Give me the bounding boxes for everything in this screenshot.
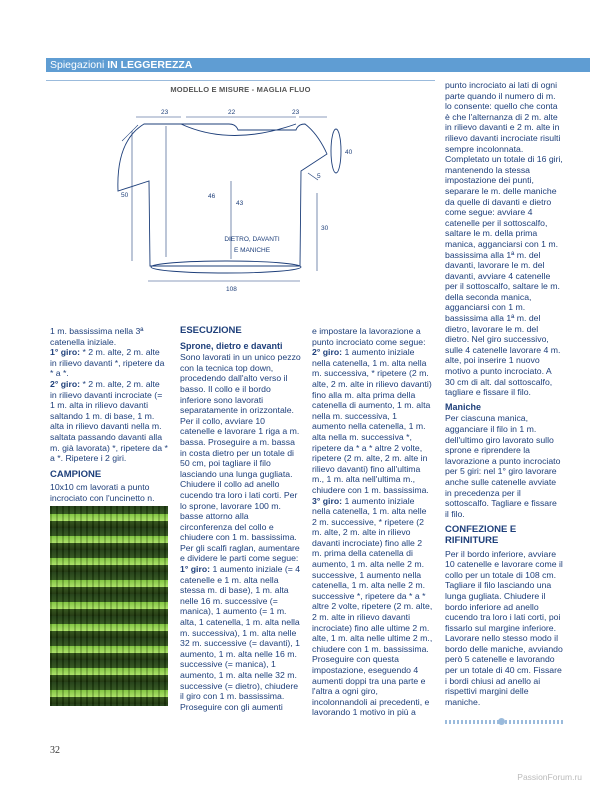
schematic-diagram <box>46 80 435 319</box>
piece-label-line2: E MANICHE <box>233 247 271 254</box>
section-title-campione: CAMPIONE <box>50 468 102 480</box>
paragraph: 1° giro: * 2 m. alte, 2 m. alte in rilievo davanti *, ripetere da * a *. <box>50 347 165 379</box>
watermark: PassionForum.ru <box>517 772 582 782</box>
paragraph: Per il collo, avviare 10 catenelle e lavorare 1 riga a m. bassa. Proseguire a m. bassa in costa dietro per un totale di 50 cm, poi tagliare il filo lasciando una lunga gugliata. Chiudere il collo ad anello cucendo tra loro i lati corti. Per lo sprone, lavorare 100 m. basse attorno alla circonferenza del collo e chiudere con 1 m. bassissima. Per gli scalfi raglan, aumentare e dividere le parti come segue: <box>180 415 300 564</box>
garment-outline <box>118 124 327 266</box>
diagram-title: MODELLO E MISURE - MAGLIA FLUO <box>170 85 311 94</box>
round-label: 2° giro: <box>50 378 81 389</box>
subsection-title-sprone: Sprone, dietro e davanti <box>180 340 283 351</box>
paragraph: e impostare la lavorazione a punto incrociato come segue: <box>312 326 426 347</box>
paragraph: Proseguire con gli aumenti <box>180 701 283 712</box>
paragraph: Per ciascuna manica, agganciare il filo in 1 m. dell'ultimo giro lavorato sullo sprone e riprendere la lavorazione a punto incrociato per 5 giri: nel 1° giro lavorare anche sulle catenelle avviate in precedenza per il sottoscalfo. Tagliare e fissare il filo. <box>445 413 561 519</box>
header-title: IN LEGGEREZZA <box>107 59 193 71</box>
paragraph: 1 m. bassissima nella 3ª catenella iniziale. <box>50 326 144 347</box>
paragraph: punto incrociato ai lati di ogni parte quando il numero di m. lo consente: quello che conta è che l'alternanza di 2 m. alte in rilievo davanti e 2 m. alte in rilievo davanti incrociate risulti sempre incolonnata. Completato un totale di 16 giri, mantenendo la stessa impostazione dei punti, separare le m. delle maniche da quelle di davanti e dietro come segue: avviare 4 catenelle per il sottoscalfo, saltare le m. della prima manica, agganciarsi con 1 m. bassissima alla 1ª m. del davanti, lavorare le m. del davanti, avviare 4 catenelle per il sottoscalfo, saltare le m. della seconda manica, agganciarsi con 1 m. bassissima alla 1ª m. del dietro, lavorare le m. del dietro. Nel giro successivo, sulle 4 catenelle lavorare 4 m. alte, poi inserire 1 nuovo motivo a punto incrociato. A 30 cm di alt. dal sottoscalfo, tagliare e fissare il filo. <box>445 80 563 398</box>
sleeve-cuff <box>331 129 341 173</box>
label-5: 5 <box>317 173 321 180</box>
label-43: 43 <box>236 200 244 207</box>
subsection-title-maniche: Maniche <box>445 401 482 412</box>
piece-label-line1: DIETRO, DAVANTI <box>224 236 280 243</box>
section-header <box>50 58 192 72</box>
paragraph: Sono lavorati in un unico pezzo con la tecnica top down, procedendo dall'alto verso il basso. Il collo e il bordo inferiore sono lavorati separatamente in orizzontale. <box>180 352 301 416</box>
text-column-2 <box>180 326 301 712</box>
section-title-confezione: CONFEZIONE E RIFINITURE <box>445 524 517 546</box>
footer-dot-ornament <box>498 718 505 725</box>
round-label: 2° giro: <box>312 347 343 358</box>
label-23-right: 23 <box>292 109 300 116</box>
label-23-left: 23 <box>161 109 169 116</box>
round-label: 1° giro: <box>180 564 211 575</box>
label-108: 108 <box>226 286 237 293</box>
paragraph: 3° giro: 1 aumento iniziale nella catenella, 1 m. alta nelle 2 m. successive, * ripetere (2 m. alte, 2 m. alte in rilievo davanti incrociate) fino alle 2 m. prima della catenella di aumento, 1 m. alta nelle 2 m. successive, 1 aumento nella catenella, 1 m. alta nelle 2 m. successive *, ripetere da * a * altre 2 volte, ripetere (2 m. alte, 2 m. alte in rilievo davanti incrociate) fino alle ultime 2 m. alte, 1 m. alta nelle ultime 2 m., chiudere con 1 m. bassissima. <box>312 495 433 654</box>
page-number: 32 <box>50 745 60 756</box>
label-50: 50 <box>121 192 129 199</box>
paragraph: 2° giro: * 2 m. alte, 2 m. alte in rilievo davanti incrociate (= 1 m. alta in rilievo davanti saltando 1 m. di base, 1 m. alta in rilievo davanti nella m. saltata passando davanti alla m. già lavorata) *, ripetere da * a *. Ripetere i 2 giri. <box>50 378 168 464</box>
section-title-esecuzione: ESECUZIONE <box>180 325 242 336</box>
paragraph: 2° giro: 1 aumento iniziale nella catenella, 1 m. alta nella m. successiva, * ripetere (2 m. alte, 2 m. alte in rilievo davanti) fino alla m. alta prima della catenella di aumento, 1 m. alta nella m. successiva, 1 aumento nella catenella, 1 m. alta nella m. successiva *, ripetere da * a * altre 2 volte, ripetere (2 m. alte, 2 m. alte in rilievo davanti) fino all'ultima m., 1 m. alta nell'ultima m., chiudere con 1 m. bassissima. <box>312 347 432 495</box>
paragraph: Per il bordo inferiore, avviare 10 catenelle e lavorare come il collo per un totale di 108 cm. Tagliare il filo lasciando una lunga gugliata. Chiudere il bordo inferiore ad anello cucendo tra loro i lati corti, poi fissarlo sul margine inferiore. Lavorare nello stesso modo il bordo delle maniche, avviando però 5 catenelle e lavorando per un totale di 40 cm. Fissare i bordi chiusi ad anello ai rispettivi margini delle maniche. <box>445 548 563 707</box>
paragraph: 10x10 cm lavorati a punto incrociato con l'uncinetto n. <box>50 482 155 503</box>
header-section: Spiegazioni <box>50 59 105 71</box>
text-column-1 <box>50 326 168 514</box>
text-column-4 <box>445 80 563 707</box>
paragraph: Proseguire con questa impostazione, eseguendo 4 aumenti doppi tra una parte e l'altra a ogni giro, incolonnandoli ai precedenti, e lavorando 1 motivo in più a <box>312 654 430 718</box>
label-40: 40 <box>345 149 353 156</box>
label-46: 46 <box>208 193 216 200</box>
garment-schematic <box>46 81 435 319</box>
round-label: 1° giro: <box>50 347 81 358</box>
label-30: 30 <box>321 225 329 232</box>
knit-swatch-photo <box>50 506 168 706</box>
paragraph: 1° giro: 1 aumento iniziale (= 4 catenelle e 1 m. alta nella stessa m. di base), 1 m. alta nelle 16 m. successive (= manica), 1 aumento (= 1 m. alta, 1 catenella, 1 m. alta nella m. successiva), 1 m. alta nelle 32 m. successive (= davanti), 1 aumento, 1 m. alta nelle 16 m. successive (= manica), 1 aumento, 1 m. alta nelle 32 m. successive (= dietro), chiudere il giro con 1 m. bassissima. <box>180 564 301 702</box>
text-column-3 <box>312 326 433 718</box>
round-label: 3° giro: <box>312 495 343 506</box>
label-22: 22 <box>228 109 236 116</box>
hem-ellipse <box>151 261 301 273</box>
